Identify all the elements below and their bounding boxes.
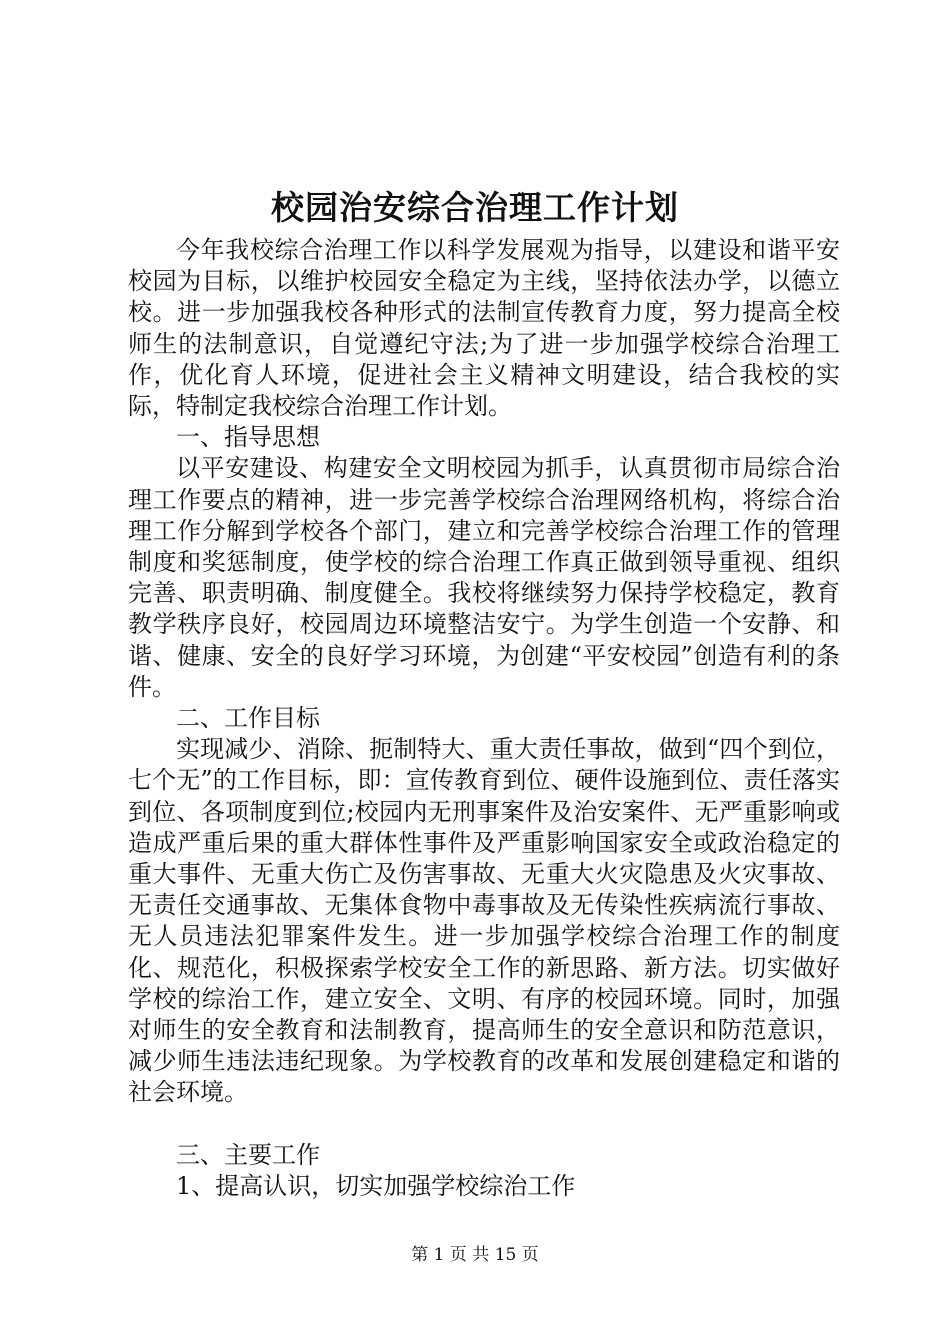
section-heading-main-work: 三、主要工作: [176, 1140, 320, 1169]
intro-paragraph: 今年我校综合治理工作以科学发展观为指导，以建设和谐平安校园为目标，以维护校园安全稳定为主线，坚持依法办学，以德立校。进一步加强我校各种形式的法制宣传教育力度，努力提高全校师生的法制意识，自觉遵纪守法;为了进一步加强学校综合治理工作，优化育人环境，促进社会主义精神文明建设，结合我校的实际，特制定我校综合治理工作计划。: [128, 236, 840, 421]
document-title: 校园治安综合治理工作计划: [271, 188, 679, 227]
work-goals-paragraph: 实现减少、消除、扼制特大、重大责任事故，做到“四个到位，七个无”的工作目标，即：宣传教育到位、硬件设施到位、责任落实到位、各项制度到位;校园内无刑事案件及治安案件、无严重影响或造成严重后果的重大群体性事件及严重影响国家安全或政治稳定的重大事件、无重大伤亡及伤害事故、无重大火灾隐患及火灾事故、无责任交通事故、无集体食物中毒事故及无传染性疾病流行事故、无人员违法犯罪案件发生。进一步加强学校综合治理工作的制度化、规范化，积极探索学校安全工作的新思路、新方法。切实做好学校的综治工作，建立安全、文明、有序的校园环境。同时，加强对师生的安全教育和法制教育，提高师生的安全意识和防范意识，减少师生违法违纪现象。为学校教育的改革和发展创建稳定和谐的社会环境。: [128, 735, 840, 1107]
subsection-heading-1: 1、提高认识，切实加强学校综治工作: [176, 1172, 576, 1201]
guiding-ideology-paragraph: 以平安建设、构建安全文明校园为抓手，认真贯彻市局综合治理工作要点的精神，进一步完善学校综合治理网络机构，将综合治理工作分解到学校各个部门，建立和完善学校综合治理工作的管理制度和奖惩制度，使学校的综合治理工作真正做到领导重视、组织完善、职责明确、制度健全。我校将继续努力保持学校稳定，教育教学秩序良好，校园周边环境整洁安宁。为学生创造一个安静、和谐、健康、安全的良好学习环境，为创建“平安校园”创造有利的条件。: [128, 454, 840, 701]
document-body: [128, 235, 840, 1202]
page-number-footer: 第 1 页 共 15 页: [411, 1245, 539, 1265]
section-heading-guiding-ideology: 一、指导思想: [176, 423, 320, 452]
section-heading-work-goals: 二、工作目标: [176, 704, 320, 733]
